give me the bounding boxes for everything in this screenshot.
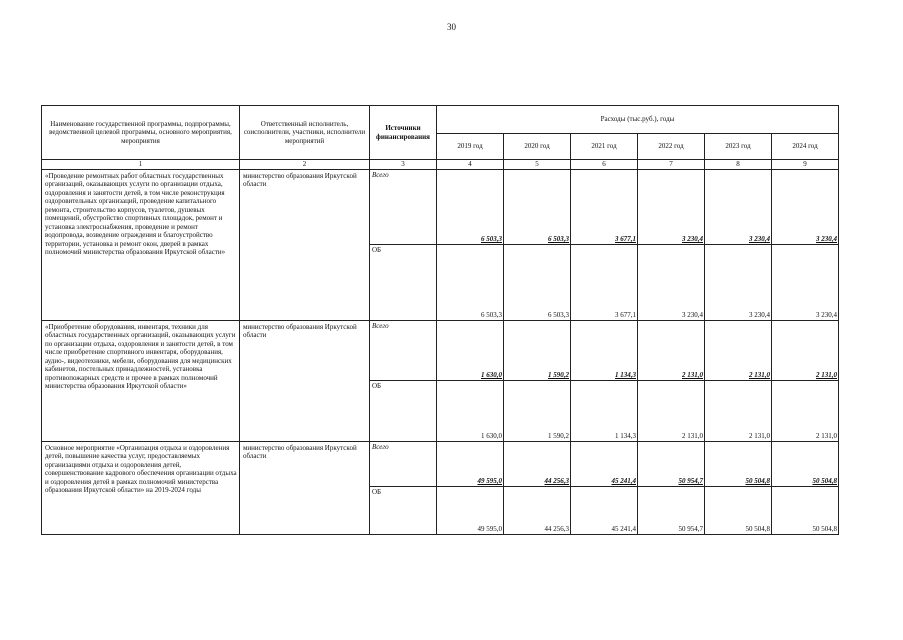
executor: министерство образования Иркутской области [240, 320, 370, 441]
expenses-table [41, 105, 839, 535]
total-value: 6 503,3 [481, 235, 502, 243]
total-value: 6 503,3 [548, 235, 569, 243]
total-value: 50 954,7 [678, 477, 703, 485]
total-value: 49 595,0 [477, 477, 502, 485]
ob-value: 50 954,7 [638, 486, 705, 534]
ob-value: 50 504,8 [705, 486, 772, 534]
total-value: 1 590,2 [548, 371, 569, 379]
total-value: 3 230,4 [749, 235, 770, 243]
header-program: Наименование государственной программы, подпрограммы, ведомственной целевой программы, основного мероприятия, мероприятия [42, 106, 240, 160]
total-value: 3 230,4 [682, 235, 703, 243]
ob-value: 3 230,4 [705, 244, 772, 320]
ob-value: 1 590,2 [504, 380, 571, 441]
header-year: 2019 год [437, 134, 504, 160]
ob-value: 1 134,3 [571, 380, 638, 441]
column-number: 2 [240, 160, 370, 170]
header-year: 2022 год [638, 134, 705, 160]
ob-value: 2 131,0 [772, 380, 839, 441]
ob-value: 2 131,0 [638, 380, 705, 441]
header-executor: Ответственный исполнитель, соисполнители, участники, исполнители мероприятий [240, 106, 370, 160]
executor: министерство образования Иркутской области [240, 441, 370, 534]
total-value: 3 230,4 [816, 235, 838, 243]
column-number: 7 [638, 160, 705, 170]
table-row [42, 320, 839, 380]
total-value: 45 241,4 [611, 477, 636, 485]
ob-value: 2 131,0 [705, 380, 772, 441]
ob-value: 50 504,8 [772, 486, 839, 534]
ob-value: 3 230,4 [638, 244, 705, 320]
header-source: Источники финансирования [370, 106, 437, 160]
total-value: 44 256,3 [544, 477, 569, 485]
column-number: 6 [571, 160, 638, 170]
total-value: 3 677,1 [615, 235, 636, 243]
total-value: 1 630,0 [481, 371, 502, 379]
header-year: 2024 год [772, 134, 839, 160]
column-number: 9 [772, 160, 839, 170]
source-ob-label: ОБ [370, 380, 437, 441]
ob-value: 3 677,1 [571, 244, 638, 320]
ob-value: 6 503,3 [504, 244, 571, 320]
ob-value: 1 630,0 [437, 380, 504, 441]
source-total-label: Всего [370, 441, 437, 486]
total-value: 2 131,0 [816, 371, 838, 379]
total-value: 1 134,3 [615, 371, 636, 379]
source-ob-label: ОБ [370, 244, 437, 320]
measure-name: «Проведение ремонтных работ областных государственных организаций, оказывающих услуги по организации отдыха, оздоровления и занятости детей, в том числе реконструкция оздоровительных организаций, проведение капитального ремонта, строительство корпусов, туалетов, душевых помещений, обустройство спортивных площадок, ремонт и установка электроснабжения, проведение и ремонт водопровода, возведение ограждения и благоустройство территории, установка и ремонт окон, дверей в рамках полномочий министерства образования Иркутской области» [42, 169, 240, 320]
source-total-label: Всего [370, 169, 437, 244]
table-row [42, 441, 839, 486]
source-ob-label: ОБ [370, 486, 437, 534]
total-value: 50 504,8 [812, 477, 838, 485]
column-number: 3 [370, 160, 437, 170]
header-year: 2021 год [571, 134, 638, 160]
page-number: 30 [447, 22, 456, 32]
header-expenses: Расходы (тыс.руб.), годы [437, 106, 839, 134]
total-value: 2 131,0 [749, 371, 770, 379]
total-value: 2 131,0 [682, 371, 703, 379]
total-value: 50 504,8 [745, 477, 770, 485]
ob-value: 49 595,0 [437, 486, 504, 534]
table-row [42, 169, 839, 244]
header-year: 2020 год [504, 134, 571, 160]
ob-value: 44 256,3 [504, 486, 571, 534]
executor: министерство образования Иркутской области [240, 169, 370, 320]
measure-name: «Приобретение оборудования, инвентаря, техники для областных государственных организаций, оказывающих услуги по организации отдыха, оздоровления и занятости детей, в том числе приобретение спортивного инвентаря, оборудования, аудио-, видеотехники, мебели, оборудования для медицинских кабинетов, постельных принадлежностей, установка противопожарных средств и прочее в рамках полномочий министерства образования Иркутской области» [42, 320, 240, 441]
header-year: 2023 год [705, 134, 772, 160]
ob-value: 3 230,4 [772, 244, 839, 320]
source-total-label: Всего [370, 320, 437, 380]
ob-value: 6 503,3 [437, 244, 504, 320]
column-number: 5 [504, 160, 571, 170]
ob-value: 45 241,4 [571, 486, 638, 534]
measure-name: Основное мероприятие «Организация отдыха и оздоровления детей, повышение качества услуг, предоставляемых организациями отдыха и оздоровления детей, совершенствование кадрового обеспечения организации отдыха и оздоровления детей в рамках полномочий министерства образования Иркутской области» на 2019-2024 годы [42, 441, 240, 534]
column-number: 4 [437, 160, 504, 170]
column-number: 1 [42, 160, 240, 170]
column-number: 8 [705, 160, 772, 170]
